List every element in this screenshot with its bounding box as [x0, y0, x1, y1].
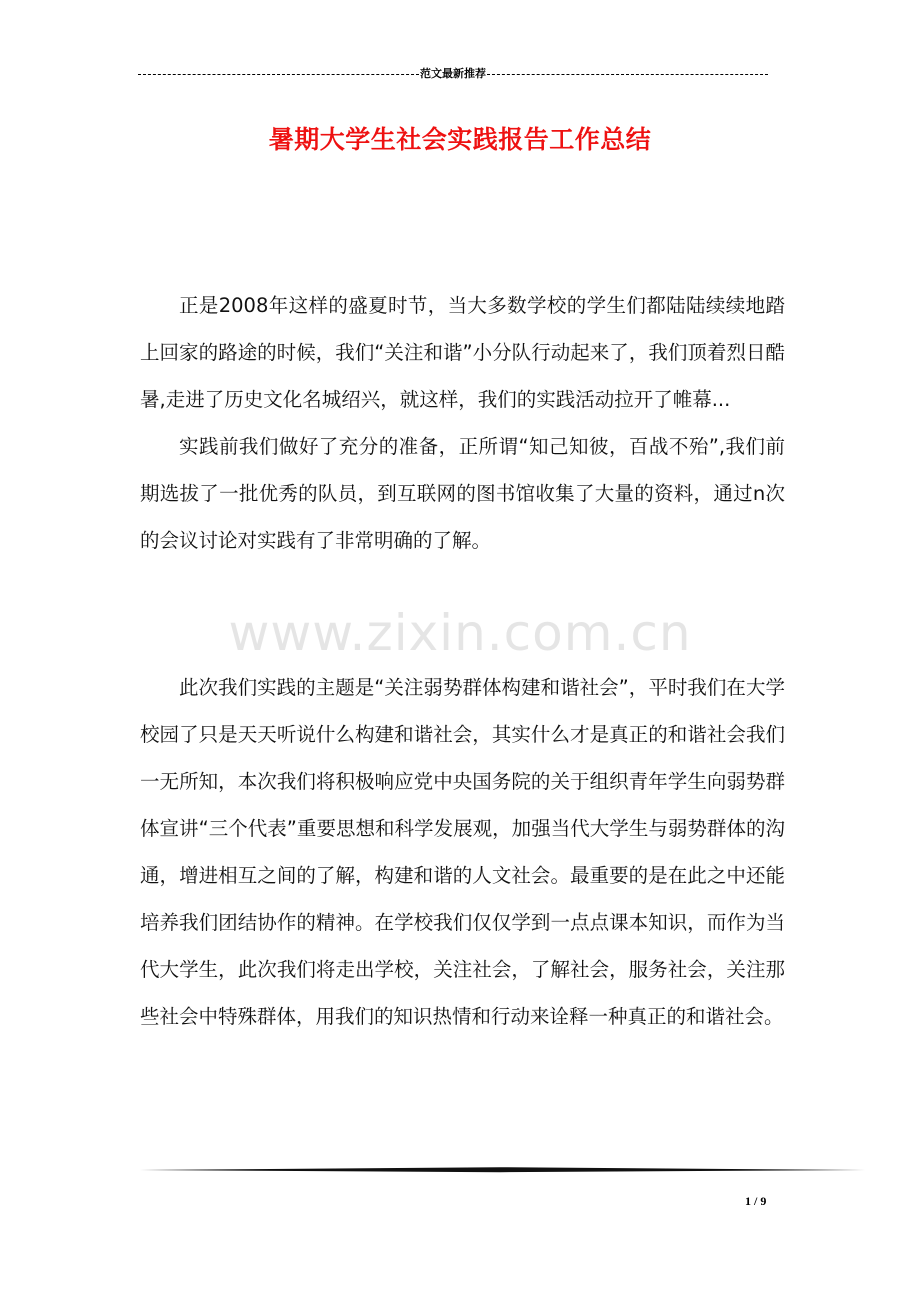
header-label: 范文最新推荐 [420, 67, 486, 80]
paragraph-2: 实践前我们做好了充分的准备，正所谓“知己知彼，百战不殆”,我们前期选拔了一批优秀的队员，到互联网的图书馆收集了大量的资料，通过n次的会议讨论对实践有了非常明确的了解。 [140, 435, 785, 552]
page-number: 1 / 9 [745, 1194, 767, 1208]
page-header [138, 66, 768, 82]
header-dashes-left [138, 74, 419, 75]
watermark: www.zixin.com.cn [228, 604, 692, 662]
body-section-1 [140, 282, 785, 564]
paragraph-3: 此次我们实践的主题是“关注弱势群体构建和谐社会”，平时我们在大学校园了只是天天听说什么构建和谐社会，其实什么才是真正的和谐社会我们一无所知，本次我们将积极响应党中央国务院的关于组织青年学生向弱势群体宣讲“三个代表”重要思想和科学发展观，加强当代大学生与弱势群体的沟通，增进相互之间的了解，构建和谐的人文社会。最重要的是在此之中还能培养我们团结协作的精神。在学校我们仅仅学到一点点课本知识，而作为当代大学生，此次我们将走出学校，关注社会，了解社会，服务社会，关注那些社会中特殊群体，用我们的知识热情和行动来诠释一种真正的和谐社会。 [140, 676, 785, 1028]
document-title: 暑期大学生社会实践报告工作总结 [268, 125, 652, 154]
footer-rule [140, 1164, 865, 1174]
body-section-2 [140, 664, 785, 1040]
header-dashes-right [487, 74, 768, 75]
paragraph-1: 正是2008年这样的盛夏时节，当大多数学校的学生们都陆陆续续地踏上回家的路途的时候，我们“关注和谐”小分队行动起来了，我们顶着烈日酷暑,走进了历史文化名城绍兴，就这样，我们的实践活动拉开了帷幕... [140, 294, 785, 411]
